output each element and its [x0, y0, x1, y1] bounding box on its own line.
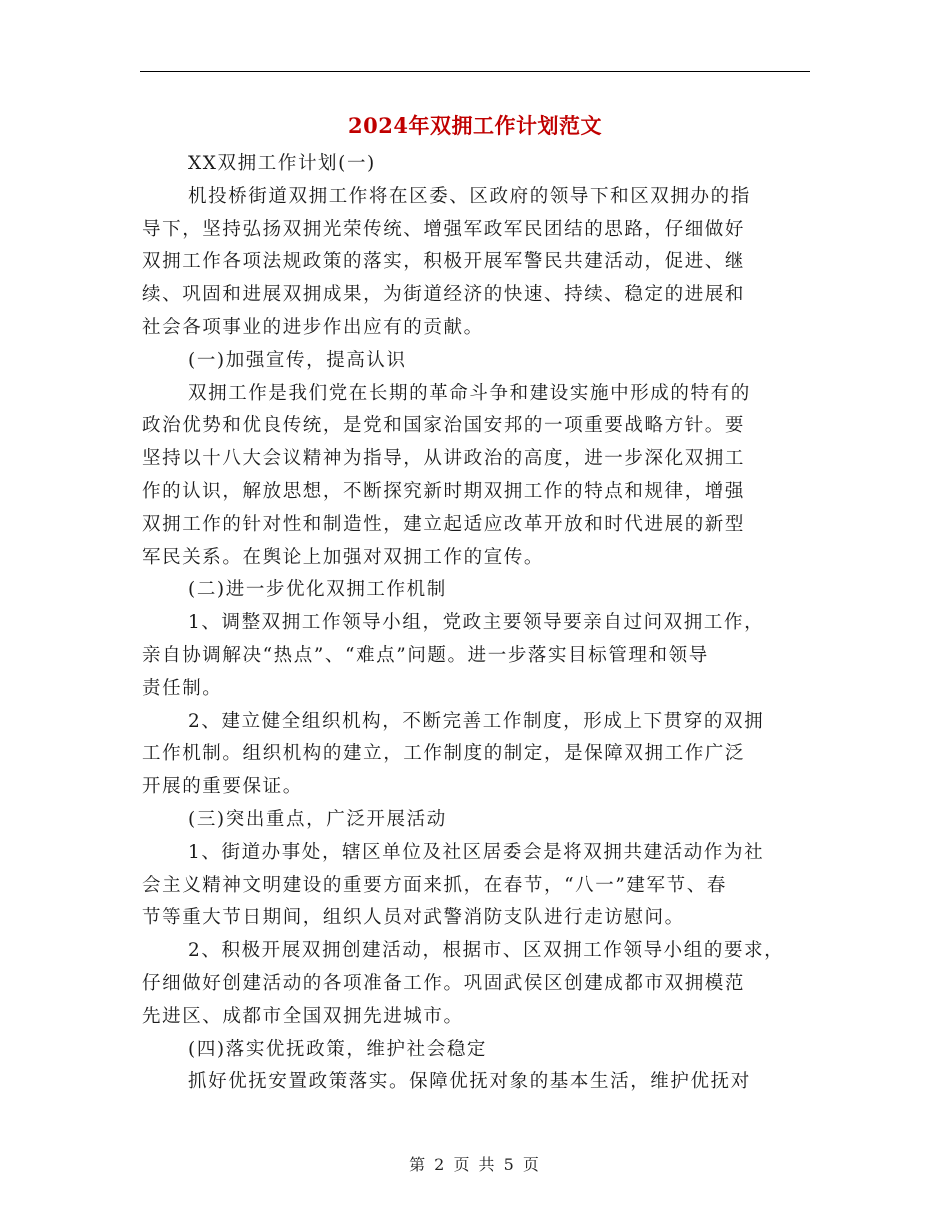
section-heading: (二)进一步优化双拥工作机制 [188, 579, 447, 601]
paragraph-line: 责任制。 [142, 677, 223, 699]
paragraph-line: 社会各项事业的进步作出应有的贡献。 [142, 316, 484, 338]
paragraph-line: 亲自协调解决“热点”、“难点”问题。进一步落实目标管理和领导 [142, 644, 709, 666]
paragraph-line: 2、建立健全组织机构，不断完善工作制度，形成上下贯穿的双拥 [188, 710, 765, 732]
paragraph-line: 机投桥街道双拥工作将在区委、区政府的领导下和区双拥办的指 [188, 185, 751, 207]
paragraph-line: 节等重大节日期间，组织人员对武警消防支队进行走访慰问。 [142, 907, 685, 929]
section-heading: (三)突出重点，广泛开展活动 [188, 808, 447, 830]
paragraph-line: 先进区、成都市全国双拥先进城市。 [142, 1005, 464, 1027]
paragraph-line: 双拥工作是我们党在长期的革命斗争和建设实施中形成的特有的 [188, 382, 751, 404]
document-title: 2024年双拥工作计划范文 [348, 113, 602, 138]
paragraph-line: 续、巩固和进展双拥成果，为街道经济的快速、持续、稳定的进展和 [142, 284, 746, 306]
paragraph-line: 作的认识，解放思想，不断探究新时期双拥工作的特点和规律，增强 [142, 480, 746, 502]
page-footer: 第 2 页 共 5 页 [409, 1155, 541, 1174]
section-heading: (四)落实优抚政策，维护社会稳定 [188, 1038, 488, 1060]
paragraph-line: 导下，坚持弘扬双拥光荣传统、增强军政军民团结的思路，仔细做好 [142, 218, 746, 240]
paragraph-line: 军民关系。在舆论上加强对双拥工作的宣传。 [142, 546, 545, 568]
paragraph-line: 政治优势和优良传统，是党和国家治国安邦的一项重要战略方针。要 [142, 415, 746, 437]
paragraph-line: 1、街道办事处，辖区单位及社区居委会是将双拥共建活动作为社 [188, 841, 765, 863]
section-heading: (一)加强宣传，提高认识 [188, 349, 407, 371]
subtitle-line: XX双拥工作计划(一) [188, 153, 376, 174]
paragraph-line: 坚持以十八大会议精神为指导，从讲政治的高度，进一步深化双拥工 [142, 448, 746, 470]
paragraph-line: 会主义精神文明建设的重要方面来抓，在春节，“八一”建军节、春 [142, 874, 727, 896]
paragraph-line: 1、调整双拥工作领导小组，党政主要领导要亲自过问双拥工作， [188, 612, 765, 634]
paragraph-line: 仔细做好创建活动的各项准备工作。巩固武侯区创建成都市双拥模范 [142, 972, 746, 994]
paragraph-line: 2、积极开展双拥创建活动，根据市、区双拥工作领导小组的要求， [188, 940, 785, 962]
paragraph-line: 抓好优抚安置政策落实。保障优抚对象的基本生活，维护优抚对 [188, 1071, 751, 1093]
paragraph-line: 双拥工作的针对性和制造性，建立起适应改革开放和时代进展的新型 [142, 513, 746, 535]
paragraph-line: 双拥工作各项法规政策的落实，积极开展军警民共建活动，促进、继 [142, 251, 746, 273]
document-body [142, 148, 822, 1099]
header-rule [140, 71, 810, 72]
paragraph-line: 开展的重要保证。 [142, 776, 303, 798]
paragraph-line: 工作机制。组织机构的建立，工作制度的制定，是保障双拥工作广泛 [142, 743, 746, 765]
